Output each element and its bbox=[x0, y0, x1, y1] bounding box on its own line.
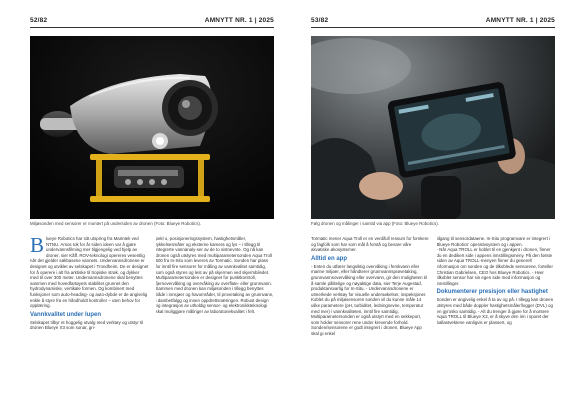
section-heading: Alltid en app bbox=[311, 255, 347, 262]
magazine-issue: AMNYTT NR. 1 | 2025 bbox=[485, 17, 555, 24]
section-heading: Dokumenterer presisjon eller hastighet bbox=[436, 289, 548, 296]
article-paragraph: Tormatic mener Aqua Troll er en verdifull ressurs for forskere og fagfolk som har som mål å forstå og bevare våre akvatiske økosystemer. bbox=[311, 236, 429, 253]
article-column-1 bbox=[30, 236, 149, 400]
article-paragraph: - Enten du utfører langsiktig overvåking i ferskvann eller marine miljøer, eller håndterer grunnvannsprøvetaking, grunnvannsovervåking eller overvann, gir den muligheten til å samle pålitelige og nøyaktige data, sier Terje Augestad, produktansvarlig for In-Situ. - Undervannsdronene er utmerkede verktøy for visuelle undersøkelser, inspeksjoner. Koblet du på miljøsensoren sonden vil du kunne måle 14 ulike parametere (pH, turbiditet, ledningsevne, temperatur med mer) i vannkvaliteten, inntil fire samtidig. Multiparametersonden er også utstyrt med en sekkeport, som holder sensorer rene under krevende forhold. Sonden/sensorene er godt integrert i dronen, Blueye App skal gi enkel bbox=[311, 263, 427, 336]
article-column-2 bbox=[437, 236, 556, 400]
drop-cap: B bbox=[30, 236, 45, 257]
magazine-issue: AMNYTT NR. 1 | 2025 bbox=[204, 17, 274, 24]
section-heading: Vannkvalitet under lupen bbox=[30, 311, 102, 318]
article-paragraph: Selskapet tilbyr et hoggelig utvalg med verktøy og utstyr til dronen Blueye X3 som sonar, gri- bbox=[30, 319, 144, 331]
article-paragraph: - Når Aqua TROLL er koblet til en gjenkjent i dronen, finner du en dedikert side i appens innstillingsmeny. På den første siden av Aqua TROLL-menyen finner du generell informasjon om sonden og de tilkoblede sensorene, forteller Christian Gabrielsen, CEO hos Blueye Robotics. - Hver tilkoblet sensor har sin egen side med informasjon og innstillinger. bbox=[436, 247, 553, 286]
page-header bbox=[311, 14, 555, 28]
article-paragraph: pekl o, posisjoneringssystem, hastighetsmåler, tykkelsesmåler og eksterne kamera og lys – i tillegg til integrerte vannanaly-ser av de to sistnevnte. Og nå kan dronen også utstyres med multiparametersonden Aqua Troll 500 fra In-Situ som leveres av Tormatic. Sonden har plass for inntil fire sensorer for måling av vannkvalitet samtidig, som også styres og lest av på skjermen ved skjermbiledet. Multiparametersonden er designet for punktkontroll, fjernovervåking og overvåking av overflate- eller grunnvann. Sammen med dronen kan miljøsonden i tillegg benyttes både i innsjøer og havområder, til provetaking av grunnvann, i dambetfalgg og innen oppdrettsnæringen. Robust design og integrasjon av utholdig sensor- og elektronikkteknologi skal muliggjøre målinger av laboratoriekvalitet i felt. bbox=[155, 236, 274, 314]
photo-caption: Følg dronen og målinger i samtid via app (Foto: Blueye Robotics). bbox=[311, 221, 439, 226]
article-paragraph: tilgang til sensordataene. In-Situ programvare er integrert i Blueye Robotics' operativsystem og i appen. bbox=[436, 236, 550, 247]
underwater-drone-photo bbox=[30, 36, 274, 219]
page-header bbox=[30, 14, 274, 28]
right-page bbox=[311, 14, 555, 400]
article-intro: lueye Robotics har sitt utspring fra Marintek ved NTNU. Amos tok for år siden ideen var å gjøre undervannsfilming mer tilgjengelig ved hjelp av droner, sier Kåff. ROV-teknologi opereres vesentlig når det gjelder søkbasene vannets. Undervannsdronene er designet og utviklet av selskapet i Trondheim. De er designet for å operere i alt fra arktiske til tropiske strøk, og dykker med til over 300 meter. Undervannsdronene skal benyttes sammen med hovedfartøyets stabilitet grunnet den hydrodynamiske, vertikale formen. Og kombinert med funksjoner som auto-heading- og auto-dybde er de angivelig enkle å styre fra en håndholdt kontroller – uten behov for opplæring. bbox=[30, 236, 149, 309]
article-column-1 bbox=[311, 236, 430, 400]
article-paragraph: Sonden er angivelig enkel å ta av og på. I tillegg kan dronen utstyres med både doppler hastighetsmåler/logger (DVL) og en gyrosko samtidig. - Alt du trenger å gjøre for å montere Aqua TROLL til Blueye X3, er å skyve den inn i sporet der ballastvektene vanligvis er plassert, og bbox=[436, 297, 554, 325]
page-number: 53/82 bbox=[311, 17, 329, 24]
page-number: 52/82 bbox=[30, 17, 48, 24]
photo-caption: Miljøsonden med sensorer er montert på undersiden av dronen (Foto: Blueye Robotics). bbox=[30, 221, 202, 226]
left-page bbox=[30, 14, 274, 400]
tablet-display-photo bbox=[311, 36, 555, 219]
article-column-2 bbox=[156, 236, 275, 400]
article-columns bbox=[311, 236, 555, 400]
article-columns bbox=[30, 236, 274, 400]
